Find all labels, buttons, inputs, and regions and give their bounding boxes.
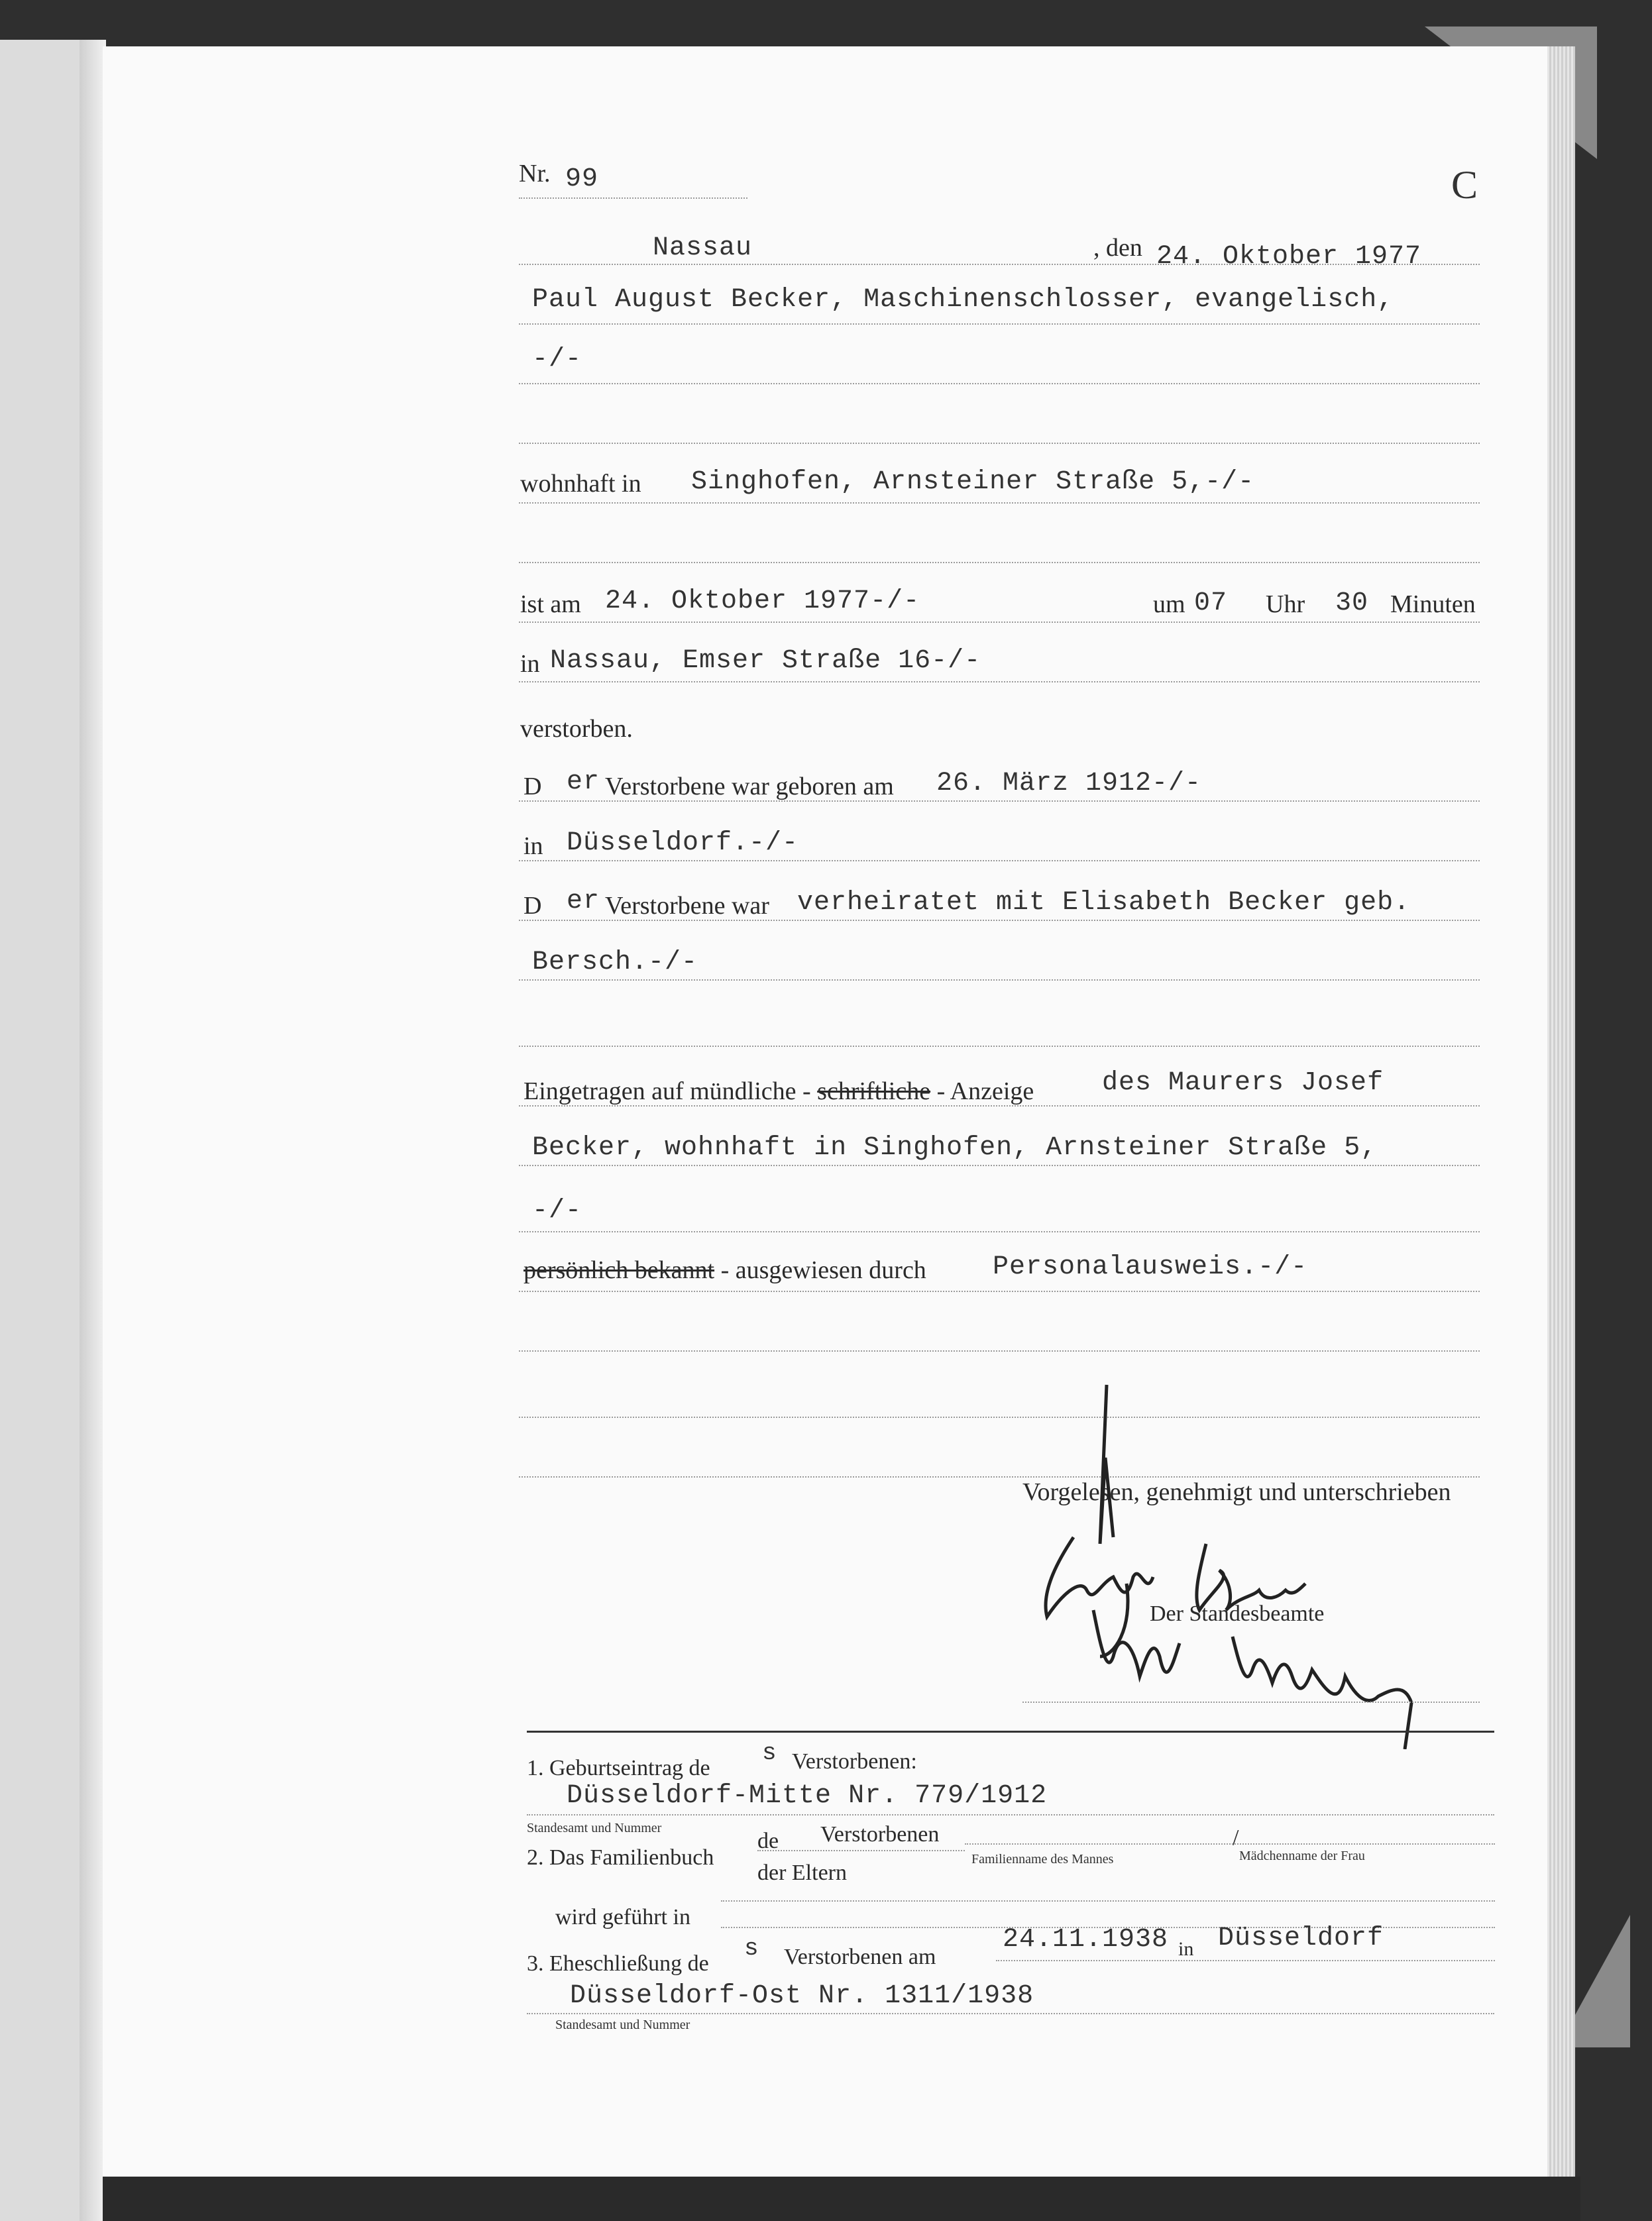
report-rule-1: [519, 1105, 1480, 1107]
person-line2: -/-: [532, 345, 582, 374]
death-date: 24. Oktober 1977-/-: [605, 586, 920, 616]
birth-place-rule: [519, 860, 1480, 861]
footer-item3-date: 24.11.1938: [1003, 1925, 1169, 1955]
date-value: 24. Oktober 1977: [1156, 242, 1422, 272]
death-in-label: in: [520, 650, 540, 678]
signature-drawing: [1034, 1378, 1484, 1749]
footer-item2-wird: wird geführt in: [555, 1905, 690, 1929]
id-struck: persönlich bekannt: [523, 1256, 715, 1284]
marriage-line1: verheiratet mit Elisabeth Becker geb.: [797, 888, 1411, 918]
den-label: , den: [1093, 234, 1142, 262]
death-minutes: 30: [1335, 588, 1369, 618]
marriage-rule-2: [519, 979, 1480, 981]
footer-item1-suffix: s: [762, 1739, 777, 1766]
person-rule-1: [519, 323, 1480, 325]
footer-item3-in: in: [1178, 1938, 1194, 1960]
report-label-struck: schriftliche: [817, 1077, 931, 1105]
report-label-prefix: Eingetragen auf mündliche -: [523, 1077, 811, 1105]
book-cover-bottom: [103, 2177, 1580, 2221]
register-letter: C: [1451, 163, 1478, 207]
report-label-suffix: - Anzeige: [936, 1077, 1034, 1105]
place-value: Nassau: [653, 233, 753, 263]
footer-item2-fraction-rule: [757, 1850, 965, 1851]
footer-item2-bottom: der Eltern: [757, 1861, 847, 1885]
report-rule-3: [519, 1231, 1480, 1232]
marriage-rule-1: [519, 920, 1480, 921]
footer-item2-caption-b: Mädchenname der Frau: [1239, 1849, 1365, 1863]
footer-item3-suffix: s: [744, 1935, 759, 1962]
person-rule-3: [519, 443, 1480, 444]
report-line1: des Maurers Josef: [1102, 1068, 1384, 1098]
report-rule-2: [519, 1165, 1480, 1166]
footer-item2-caption-a: Familienname des Mannes: [971, 1852, 1114, 1867]
id-label-text: - ausgewiesen durch: [720, 1256, 926, 1284]
um-label: um: [1153, 590, 1185, 618]
report-label: [523, 1077, 1034, 1106]
footer-item3-value-rule: [527, 2013, 1494, 2014]
nr-value: 99: [565, 164, 599, 194]
footer-item3-caption: Standesamt und Nummer: [555, 2018, 690, 2032]
minuten-label: Minuten: [1390, 590, 1476, 618]
birth-d-suffix: er: [567, 767, 600, 797]
footer-item2-top: Verstorbenen: [820, 1822, 940, 1847]
standesbeamte-label: Der Standesbeamte: [1150, 1601, 1325, 1626]
footer-item2-label: 2. Das Familienbuch: [527, 1845, 714, 1870]
footer-item2-de: de: [757, 1829, 779, 1853]
nr-rule: [519, 197, 747, 199]
footer-item2-slash: /: [1233, 1825, 1239, 1850]
uhr-label: Uhr: [1266, 590, 1305, 618]
footer-item3-label-a: 3. Eheschließung de: [527, 1951, 709, 1976]
death-place-rule: [519, 681, 1480, 682]
death-hour: 07: [1194, 588, 1228, 618]
footer-item1-caption: Standesamt und Nummer: [527, 1821, 662, 1835]
id-value: Personalausweis.-/-: [993, 1252, 1308, 1282]
id-rule: [519, 1291, 1480, 1292]
page-edges: [1547, 46, 1575, 2177]
blank-rule-2: [519, 1046, 1480, 1047]
nr-label: Nr.: [519, 160, 551, 188]
marriage-label: Verstorbene war: [605, 892, 769, 920]
birth-label: Verstorbene war geboren am: [605, 773, 894, 800]
vorgelesen-label: Vorgelesen, genehmigt und unterschrieben: [1022, 1478, 1451, 1506]
birth-in-label: in: [523, 832, 543, 860]
birth-d-label: D: [523, 773, 542, 800]
footer-item2-rule: [965, 1843, 1495, 1845]
verstorben-label: verstorben.: [520, 715, 633, 743]
place-rule: [519, 264, 1480, 265]
wohnhaft-rule: [519, 502, 1480, 504]
footer-item3-rule: [996, 1960, 1495, 1961]
death-date-rule: [519, 622, 1480, 623]
footer-item1-label-a: 1. Geburtseintrag de: [527, 1756, 710, 1780]
birth-place: Düsseldorf.-/-: [567, 828, 799, 858]
standesbeamte-rule: [1022, 1702, 1480, 1703]
footer-item1-value: Düsseldorf-Mitte Nr. 779/1912: [567, 1781, 1048, 1811]
person-rule-2: [519, 383, 1480, 384]
marriage-d-label: D: [523, 892, 542, 920]
footer-item3-value: Düsseldorf-Ost Nr. 1311/1938: [570, 1981, 1034, 2011]
marriage-line2: Bersch.-/-: [532, 948, 698, 977]
footer-item1-label-b: Verstorbenen:: [792, 1749, 917, 1774]
footer-divider: [527, 1731, 1494, 1733]
death-place: Nassau, Emser Straße 16-/-: [550, 646, 981, 676]
footer-item3-label-b: Verstorbenen am: [784, 1945, 936, 1969]
report-line2: Becker, wohnhaft in Singhofen, Arnsteiner Straße 5,: [532, 1133, 1378, 1163]
blank-rule-1: [519, 562, 1480, 563]
person-line1: Paul August Becker, Maschinenschlosser, evangelisch,: [532, 285, 1394, 315]
wohnhaft-label: wohnhaft in: [520, 470, 641, 498]
birth-date: 26. März 1912-/-: [936, 769, 1202, 798]
book-gutter: [80, 40, 106, 2221]
ist-am-label: ist am: [520, 590, 581, 618]
marriage-d-suffix: er: [567, 887, 600, 916]
report-line3: -/-: [532, 1196, 582, 1226]
birth-date-rule: [519, 800, 1480, 802]
footer-item1-rule: [527, 1814, 1494, 1815]
wohnhaft-value: Singhofen, Arnsteiner Straße 5,-/-: [691, 467, 1255, 497]
blank-rule-3: [519, 1350, 1480, 1352]
footer-item3-place: Düsseldorf: [1218, 1923, 1384, 1953]
footer-item2-wird-rule: [721, 1900, 1495, 1902]
id-label: [523, 1256, 926, 1285]
